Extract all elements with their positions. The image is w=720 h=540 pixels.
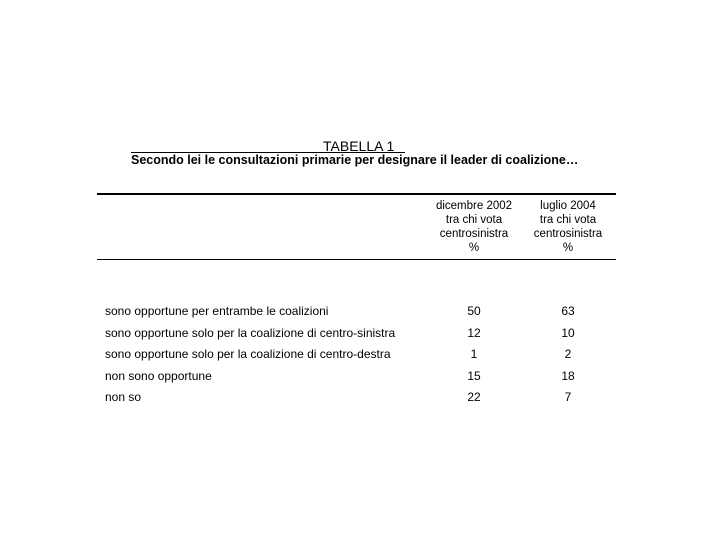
row-label: sono opportune solo per la coalizione di centro-sinistra bbox=[105, 325, 396, 340]
column-header-dec-2002 bbox=[424, 199, 524, 255]
cell-jul-2004: 2 bbox=[564, 347, 572, 361]
cell-dec-2002: 50 bbox=[467, 304, 481, 318]
row-label: non so bbox=[105, 390, 142, 404]
column-header-unit: % bbox=[562, 242, 574, 254]
cell-jul-2004: 10 bbox=[561, 325, 575, 340]
column-header-line: centrosinistra bbox=[439, 228, 509, 240]
table-row bbox=[0, 323, 720, 345]
cell-dec-2002: 12 bbox=[467, 325, 481, 340]
table-subtitle: Secondo lei le consultazioni primarie per designare il leader di coalizione… bbox=[131, 153, 579, 167]
column-header-jul-2004 bbox=[518, 199, 618, 255]
table-top-rule bbox=[97, 193, 616, 195]
cell-jul-2004: 18 bbox=[561, 368, 575, 383]
table-row bbox=[0, 301, 720, 323]
cell-jul-2004: 7 bbox=[564, 390, 572, 404]
table-row bbox=[0, 344, 720, 366]
column-header-line: luglio 2004 bbox=[540, 200, 596, 212]
row-label: sono opportune solo per la coalizione di centro-destra bbox=[105, 347, 391, 361]
table-title: TABELLA 1 bbox=[323, 138, 395, 154]
row-label: non sono opportune bbox=[105, 368, 212, 383]
table-row bbox=[0, 366, 720, 388]
header-bottom-rule bbox=[97, 259, 616, 260]
column-header-unit: % bbox=[468, 242, 480, 254]
row-label: sono opportune per entrambe le coalizioni bbox=[105, 304, 329, 318]
column-header-line: tra chi vota bbox=[539, 214, 597, 226]
cell-jul-2004: 63 bbox=[561, 304, 575, 318]
column-header-line: centrosinistra bbox=[533, 228, 603, 240]
cell-dec-2002: 15 bbox=[467, 368, 481, 383]
column-header-line: dicembre 2002 bbox=[435, 200, 513, 212]
cell-dec-2002: 1 bbox=[470, 347, 478, 361]
table-body bbox=[0, 301, 720, 409]
table-row bbox=[0, 387, 720, 409]
column-header-line: tra chi vota bbox=[445, 214, 503, 226]
cell-dec-2002: 22 bbox=[467, 390, 481, 404]
